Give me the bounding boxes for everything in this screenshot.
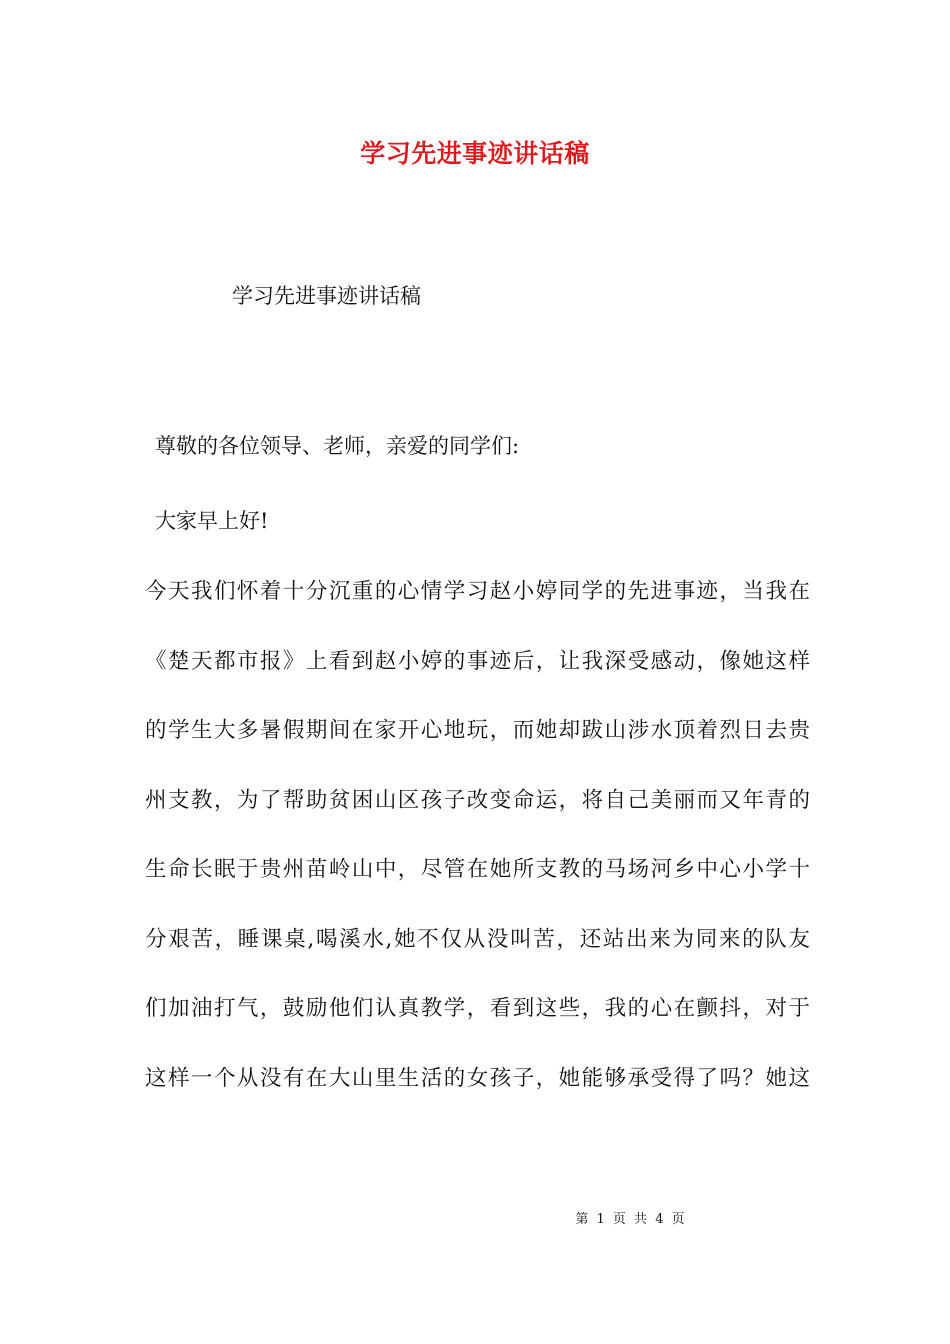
body-line: 生命长眠于贵州苗岭山中，尽管在她所支教的马场河乡中心小学十 bbox=[145, 857, 810, 882]
document-title: 学习先进事迹讲话稿 bbox=[360, 139, 590, 168]
body-line: 这样一个从没有在大山里生活的女孩子，她能够承受得了吗？她这 bbox=[145, 1065, 810, 1091]
body-line: 《楚天都市报》上看到赵小婷的事迹后，让我深受感动，像她这样 bbox=[145, 648, 810, 674]
body-paragraph bbox=[145, 575, 810, 1131]
body-line: 的学生大多暑假期间在家开心地玩，而她却跋山涉水顶着烈日去贵 bbox=[145, 718, 810, 743]
body-line: 今天我们怀着十分沉重的心情学习赵小婷同学的先进事迹，当我在 bbox=[145, 579, 810, 604]
body-line: 们加油打气，鼓励他们认真教学，看到这些，我的心在颤抖，对于 bbox=[145, 996, 810, 1021]
greeting: 大家早上好! bbox=[155, 509, 269, 533]
document-subtitle: 学习先进事迹讲话稿 bbox=[232, 284, 421, 308]
body-line: 分艰苦，睡课桌,喝溪水,她不仅从没叫苦，还站出来为同来的队友 bbox=[145, 926, 810, 952]
body-line: 州支教，为了帮助贫困山区孩子改变命运，将自己美丽而又年青的 bbox=[145, 787, 810, 813]
salutation: 尊敬的各位领导、老师，亲爱的同学们: bbox=[155, 434, 520, 458]
page-number-footer: 第 1 页 共 4 页 bbox=[575, 1212, 687, 1227]
